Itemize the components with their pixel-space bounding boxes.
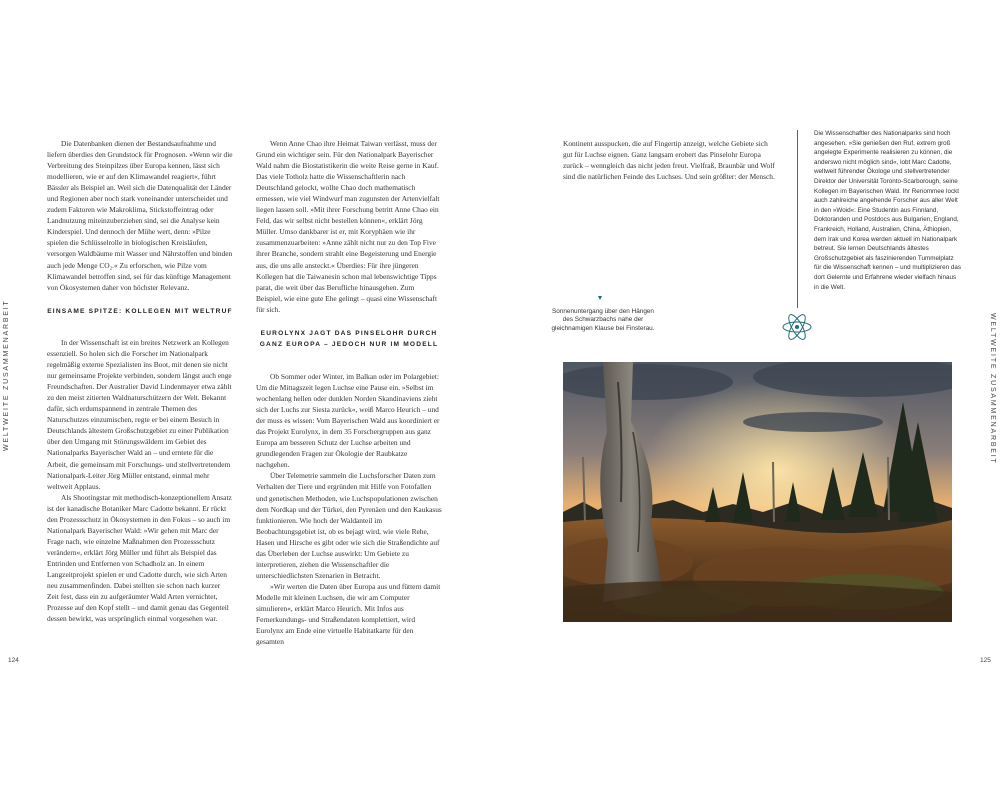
paragraph: Kontinent ausspucken, die auf Fingertip anzeigt, welche Gebiete sich gut für Luchse eignen. Ganz langsam erobert das Pinselohr Europa zurück – wenngleich das nicht jeden freut. Vielfraß, Braunbär und Wolf sind die natürlichen Feinde des Luchses. Und sein größter: der Mensch. [563,139,775,182]
paragraph: Als Shootingstar mit methodisch-konzeptionellem Ansatz ist der kanadische Botaniker Marc Cadotte bekannt. Er rückt den Prozessschutz in Ökosystemen in den Fokus – so auch im Nationalpark Bayerischer Wald: »Wir gehen mit Marc der Frage nach, wie einzelne Maßnahmen den Prozessschutz verändern«, erklärt Jörg Müller und führt als Beispiel das Entrinden und Entfernen von Schadholz an. In einem Langzeitprojekt spielen er und Cadotte durch, wie sich Arten neu zusammenfinden. Dabei stellten sie schon nach kurzer Zeit fest, dass ein zu aufgeräumter Wald Arten vernichtet, Prozesse auf den Kopf stellt – und damit genau das Gegenteil dessen bewirkt, was ursprünglich einmal vorgesehen war. [47,492,232,624]
paragraph: In der Wissenschaft ist ein breites Netzwerk an Kollegen essenziell. So holen sich die Forscher im Nationalpark regelmäßig externe Spezialisten ins Boot, mit denen sie nicht nur gemeinsame Projekte verbinden, sondern längst auch enge Freundschaften. Der Australier David Lindenmayer etwa zählt zu den meist zitierten Waldnaturschützern der Welt. Bekannt dafür, sich erdumspannend in zentrale Themen des Naturschutzes einzumischen, regte er bei einem Besuch in Deutschlands ältestem Großschutzgebiet zu einer Publikation über den Umgang mit Störungswäldern im Gebiet des Nationalparks Bayerischer Wald an – und erntete für die Arbeit, die gemeinsam mit Forschungs- und stellvertretendem Nationalpark-Leiter Jörg Müller entstand, einmal mehr weltweit Applaus. [47,338,232,491]
running-head-left: WELTWEITE ZUSAMMENARBEIT [3,299,10,451]
photo-caption: Sonnenuntergang über den Hängen des Schwarzbachs nahe der gleichnamigen Klause bei Finsterau. [551,308,655,332]
text-column-2 [256,138,442,315]
paragraph: Über Telemetrie sammeln die Luchsforscher Daten zum Verhalten der Tiere und ergründen mit Hilfe von Fotofallen und genetischen Methoden, wie Luchspopulationen zwischen dem Nordkap und der Türkei, den Pyrenäen und den Kaukasus funktionieren. Wie hoch der Waldanteil im Beobachtungsgebiet ist, ob es bejagt wird, wie viele Rehe, Hasen und Hirsche es gibt oder wie sich die Straßendichte auf das Überleben der Luchse auswirkt: Um Gebiete zu interpretieren, ziehen die Wissenschaftler die unterschiedlichsten Szenarien in Betracht. [256,471,442,580]
paragraph: Ob Sommer oder Winter, im Balkan oder im Polargebiet: Um die Mittagszeit legen Luchse eine Pause ein. »Selbst im wochenlang hellen oder dunklen Norden Skandinaviens zieht sich der Luchs zur Siesta zurück«, weiß Marco Heurich – und der muss es wissen: Vom Bayerischen Wald aus koordiniert er das Projekt Eurolynx, in dem 35 Forschergruppen aus ganz Europa am besseren Schutz der Luchse arbeiten und grundlegenden Fragen zur Ökologie der Raubkatze nachgehen. [256,372,440,470]
atom-icon [780,312,814,342]
sidebar-text: Die Wissenschaftler des Nationalparks sind hoch angesehen. »Sie genießen den Ruf, extrem groß angelegte Experimente realisieren zu können, die anderswo nicht möglich sind«, lobt Marc Cadotte, weltweit führender Ökologe und stellvertretender Direktor der Universität Toronto-Scarborough, seine Kollegen im Bayerischen Wald. Ihr Renommee lockt auch zahlreiche angehende Forscher aus aller Welt in den »Woid«: Eine Studentin aus Finnland, Doktoranden und Postdocs aus Bulgarien, England, Frankreich, Holland, Australien, China, Äthiopien, dem Irak und Korea werden aktuell im Nationalpark betreut. Sie lernen Deutschlands ältestes Großschutzgebiet als faszinierenden Tummelplatz für die Wissenschaft kennen – und multiplizieren das dort Gelernte und Erfahrene wieder vielfach hinaus in die Welt. [814,130,962,291]
text-column-1-lower [47,337,233,624]
section-heading: EUROLYNX JAGT DAS PINSELOHR DURCH GANZ EUROPA – JEDOCH NUR IM MODELL [259,330,439,348]
text-column-3 [563,138,778,182]
text-column-2-lower [256,371,442,647]
paragraph: »Wir werten die Daten über Europa aus und füttern damit Modelle mit kleinen Luchsen, die wir am Computer simulieren«, erklärt Marco Heurich. Mit Infos aus Fernerkundungs- und Straßendaten komplettiert, wird Eurolynx am Ende eine virtuelle Habitatkarte für den gesamten [256,581,441,647]
section-heading: EINSAME SPITZE: KOLLEGEN MIT WELTRUF [47,308,233,315]
forest-sunset-photo [563,362,952,622]
caption-marker-icon [598,296,602,300]
page-number-right: 125 [980,657,991,664]
page-number-left: 124 [8,657,19,664]
paragraph: Die Datenbanken dienen der Bestandsaufnahme und liefern überdies den Grundstock für Prognosen. »Wenn wir die Verbreitung des Steinpilzes über Europa kennen, lässt sich modellieren, wie er auf den Klimawandel reagiert«, führt Bässler als Beispiel an. Weil sich die Datenqualität der Länder und Regionen aber noch stark voneinander unterscheidet und zudem Faktoren wie Makroklima, Stickstoffeintrag oder Landnutzung miteinzuberziehen sind, sei die Analyse kein Kinderspiel. Und dennoch der Mühe wert, denn: »Pilze spielen die Schlüsselrolle in biologischen Kreisläufen, versorgen Waldbäume mit Wasser und Nährstoffen und binden auch jede Menge CO₂.« Zu erforschen, wie Pilze vom Klimawandel betroffen sind, sei für das künftige Management von Ökosystemen daher von höchster Relevanz. [47,139,233,292]
sidebar-rule [797,130,798,308]
running-head-right: WELTWEITE ZUSAMMENARBEIT [989,313,996,465]
text-column-1 [47,138,233,293]
paragraph: Wenn Anne Chao ihre Heimat Taiwan verlässt, muss der Grund ein wichtiger sein. Für den Nationalpark Bayerischer Wald nahm die Biostatistikerin die weite Reise gerne in Kauf. Das viele Totholz hatte die Wissenschaftlerin nach Deutschland gelockt, wollte Chao doch mathematisch ermessen, wie viel Windwurf man zugunsten der Artenvielfalt liegen lassen soll. »Mit ihrer Forschung betritt Anne Chao ein Feld, das wir selbst nicht bestellen können«, erklärt Jörg Müller. Umso dankbarer ist er, mit Koryphäen wie ihr zusammenzuarbeiten: »Anne zählt nicht nur zu den Top Five ihrer Branche, sondern strahlt eine Begeisterung und Energie aus, die uns alle ansteckt.« Überdies: Für ihre jüngeren Kollegen hat die Taiwanesin schon mal lebenswichtige Tipps parat, die weit über das Berufliche hinausgehen. Zum Beispiel, wie eine gute Ehe gelingt – quasi eine Wissenschaft für sich. [256,139,440,314]
sidebar-box [814,129,962,292]
